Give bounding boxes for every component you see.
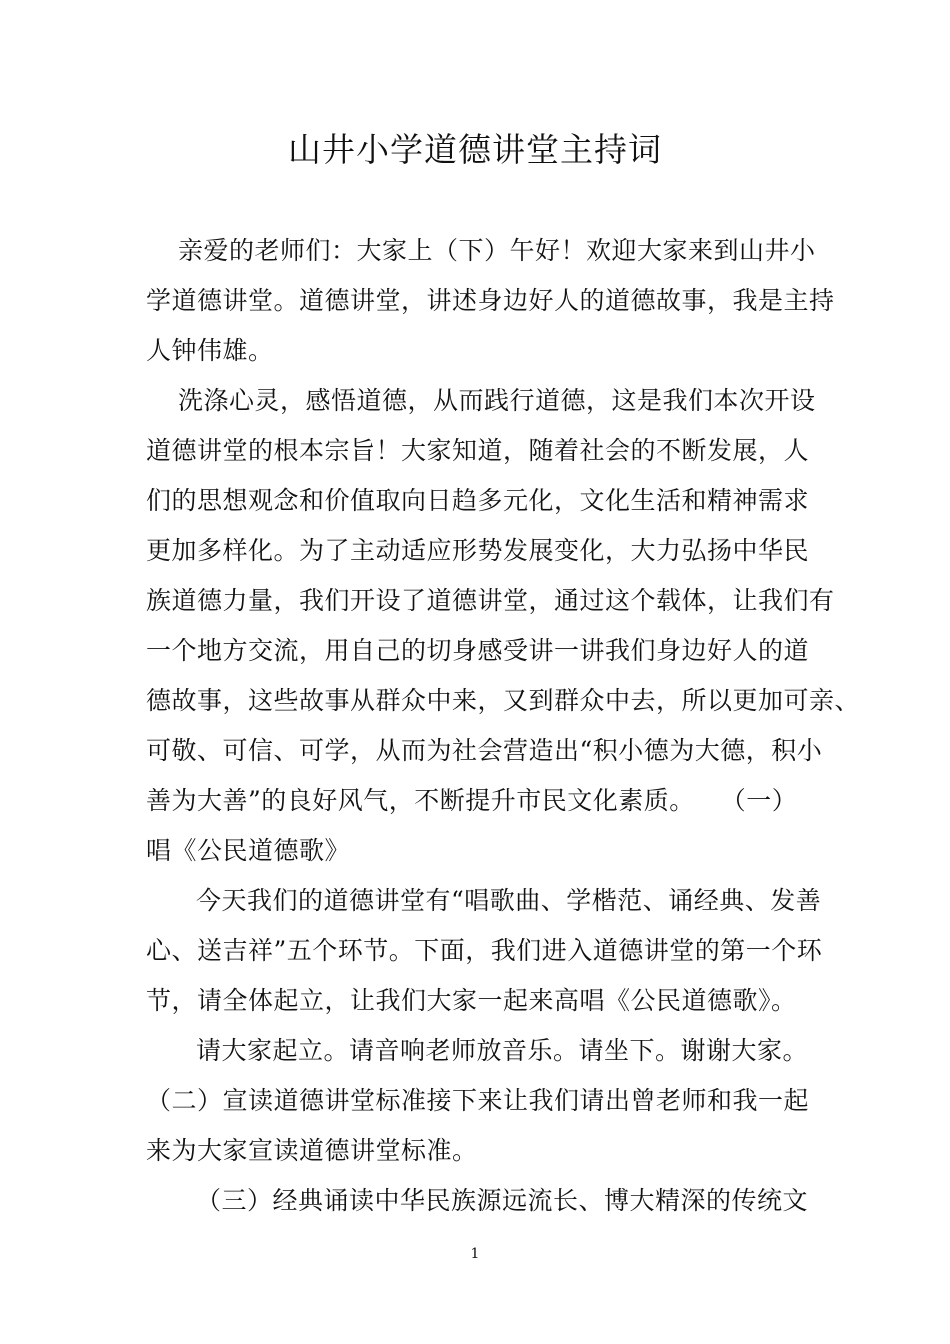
paragraph-line: 亲爱的老师们：大家上（下）午好！欢迎大家来到山井小 [178,236,816,265]
paragraph-line: 洗涤心灵，感悟道德，从而践行道德，这是我们本次开设 [178,386,816,415]
document-body [146,226,861,1226]
paragraph-line: 来为大家宣读道德讲堂标准。 [146,1136,478,1165]
page-number: 1 [470,1246,480,1262]
paragraph-line: 人钟伟雄。 [146,336,274,365]
document-title: 山井小学道德讲堂主持词 [288,130,662,169]
paragraph-line: （二）宣读道德讲堂标准接下来让我们请出曾老师和我一起 [146,1086,810,1115]
paragraph-line: 善为大善”的良好风气，不断提升市民文化素质。 （一） [146,786,798,815]
paragraph-line: 学道德讲堂。道德讲堂，讲述身边好人的道德故事，我是主持 [146,286,835,315]
paragraph-line: 可敬、可信、可学，从而为社会营造出“积小德为大德，积小 [146,736,823,765]
paragraph-line: 唱《公民道德歌》 [146,836,351,865]
paragraph-line: 今天我们的道德讲堂有“唱歌曲、学楷范、诵经典、发善 [196,886,822,915]
paragraph-line: 族道德力量，我们开设了道德讲堂，通过这个载体，让我们有 [146,586,835,615]
paragraph-line: 心、送吉祥”五个环节。下面，我们进入道德讲堂的第一个环 [146,936,823,965]
paragraph-line: 请大家起立。请音响老师放音乐。请坐下。谢谢大家。 [196,1036,809,1065]
paragraph-line: 节，请全体起立，让我们大家一起来高唱《公民道德歌》。 [146,986,797,1015]
paragraph-line: 们的思想观念和价值取向日趋多元化，文化生活和精神需求 [146,486,810,515]
paragraph-line: （三）经典诵读中华民族源远流长、博大精深的传统文 [196,1186,809,1215]
paragraph-line: 德故事，这些故事从群众中来，又到群众中去，所以更加可亲、 [146,686,861,715]
paragraph-line: 更加多样化。为了主动适应形势发展变化，大力弘扬中华民 [146,536,810,565]
paragraph-line: 一个地方交流，用自己的切身感受讲一讲我们身边好人的道 [146,636,810,665]
paragraph-line: 道德讲堂的根本宗旨！大家知道，随着社会的不断发展，人 [146,436,810,465]
